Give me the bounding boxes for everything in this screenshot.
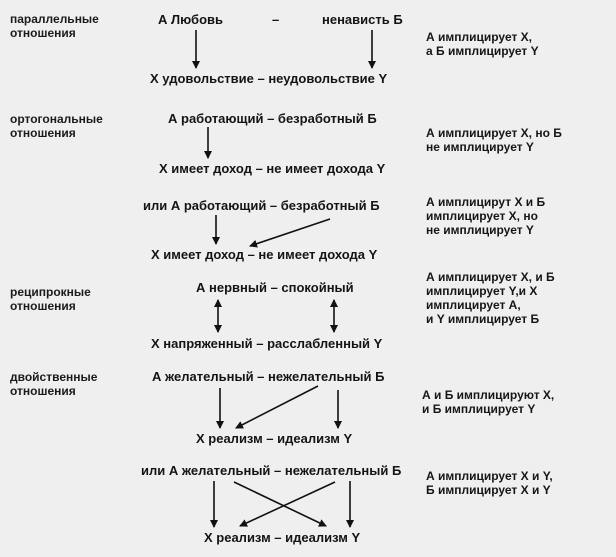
parallel-top-right: ненависть Б <box>322 12 403 27</box>
label-line: двойственные <box>10 370 98 384</box>
dual-2-bottom: Х реализм – идеализм Y <box>204 530 361 545</box>
dual-1-bottom: Х реализм – идеализм Y <box>196 431 353 446</box>
note-line: А имплицирует Х, <box>426 30 533 44</box>
label-line: отношения <box>10 299 76 313</box>
arrow-b-to-x <box>240 482 335 526</box>
note-line: не имплицирует Y <box>426 223 534 237</box>
note-line: А имплицирует Х, и Б <box>426 270 555 284</box>
label-line: параллельные <box>10 12 99 26</box>
note-line: имплицирует А, <box>426 298 521 312</box>
orthogonal-2-top: или А работающий – безработный Б <box>143 198 380 213</box>
note-line: имплицирует Y,и Х <box>426 284 538 298</box>
note-line: не имплицирует Y <box>426 140 534 154</box>
arrow-b-to-x <box>250 219 330 246</box>
parallel-top-dash: – <box>272 12 280 27</box>
label-line: реципрокные <box>10 285 91 299</box>
note-line: А имплицирует Х и Y, <box>426 469 553 483</box>
orthogonal-2-bottom: Х имеет доход – не имеет дохода Y <box>151 247 378 262</box>
reciprocal-bottom: Х напряженный – расслабленный Y <box>151 336 383 351</box>
parallel-top-left: А Любовь <box>158 12 224 27</box>
orthogonal-1-top: А работающий – безработный Б <box>168 111 377 126</box>
dual-2-top: или А желательный – нежелательный Б <box>141 463 402 478</box>
label-line: ортогональные <box>10 112 103 126</box>
note-line: А имплицирут Х и Б <box>426 195 546 209</box>
note-line: А имплицирует Х, но Б <box>426 126 562 140</box>
note-line: а Б имплицирует Y <box>426 44 539 58</box>
arrow-a-to-y <box>234 482 326 526</box>
note-line: А и Б имплицируют Х, <box>422 388 555 402</box>
label-line: отношения <box>10 126 76 140</box>
note-line: и Y имплицирует Б <box>426 312 540 326</box>
label-line: отношения <box>10 26 76 40</box>
note-line: Б имплицирует Х и Y <box>426 483 551 497</box>
note-line: имплицирует Х, но <box>426 209 538 223</box>
orthogonal-1-bottom: Х имеет доход – не имеет дохода Y <box>159 161 386 176</box>
label-line: отношения <box>10 384 76 398</box>
parallel-bottom: Х удовольствие – неудовольствие Y <box>150 71 388 86</box>
note-line: и Б имплицирует Y <box>422 402 536 416</box>
reciprocal-top: А нервный – спокойный <box>196 280 354 295</box>
arrow-b-to-x <box>236 386 318 428</box>
dual-1-top: А желательный – нежелательный Б <box>152 369 385 384</box>
